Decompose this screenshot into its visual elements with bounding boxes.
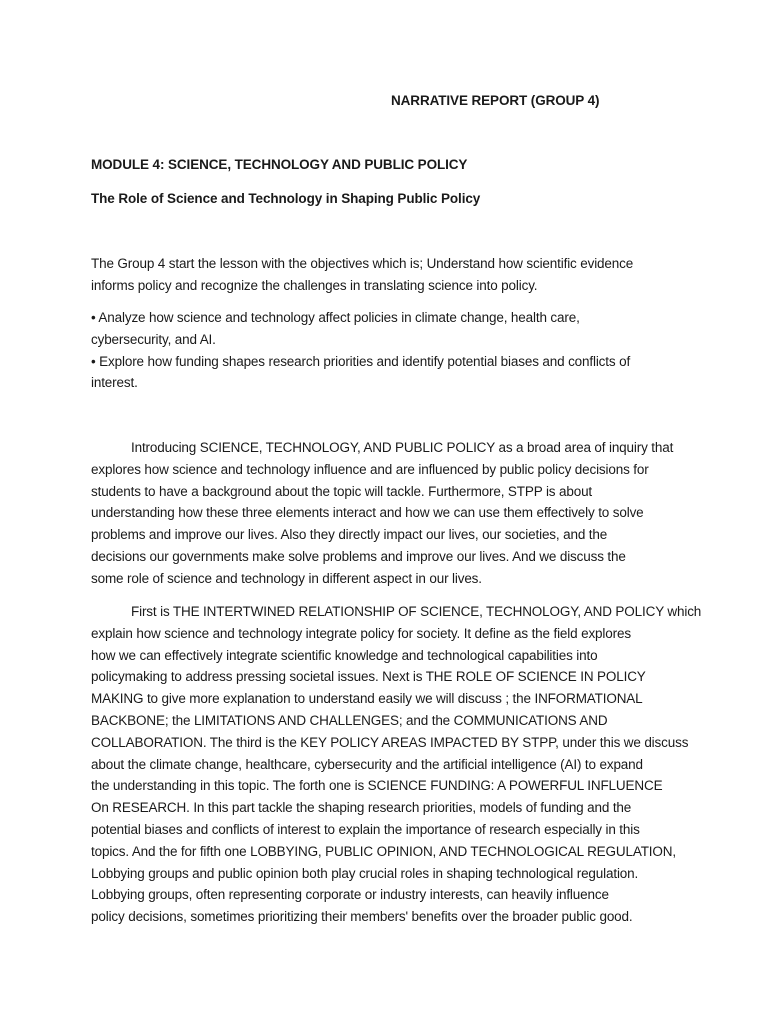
paragraph-line: COLLABORATION. The third is the KEY POLICY AREAS IMPACTED BY STPP, under this we discuss <box>91 734 689 750</box>
bullet-line: cybersecurity, and AI. <box>91 331 216 347</box>
paragraph-line: Introducing SCIENCE, TECHNOLOGY, AND PUBLIC POLICY as a broad area of inquiry that <box>131 440 674 455</box>
paragraph-line: On RESEARCH. In this part tackle the shaping research priorities, models of funding and the <box>91 800 632 816</box>
objectives-line: The Group 4 start the lesson with the objectives which is; Understand how scientific evidence <box>91 256 634 271</box>
topics-paragraph <box>91 601 702 928</box>
paragraph-line: potential biases and conflicts of interest to explain the importance of research especially in this <box>91 821 640 837</box>
paragraph-line: decisions our governments make solve problems and improve our lives. And we discuss the <box>91 548 626 564</box>
paragraph-line: about the climate change, healthcare, cybersecurity and the artificial intelligence (AI) to expand <box>91 756 643 772</box>
objectives-paragraph <box>91 253 691 297</box>
bullet-line: • Analyze how science and technology affect policies in climate change, health care, <box>91 310 580 325</box>
paragraph-line: the understanding in this topic. The forth one is SCIENCE FUNDING: A POWERFUL INFLUENCE <box>91 778 663 794</box>
paragraph-line: First is THE INTERTWINED RELATIONSHIP OF SCIENCE, TECHNOLOGY, AND POLICY which <box>131 604 702 619</box>
report-title: NARRATIVE REPORT (GROUP 4) <box>391 93 600 108</box>
paragraph-line: Lobbying groups and public opinion both play crucial roles in shaping technological regulation. <box>91 865 639 881</box>
bullet-line: • Explore how funding shapes research priorities and identify potential biases and conflicts of <box>91 353 631 369</box>
paragraph-line: BACKBONE; the LIMITATIONS AND CHALLENGES; and the COMMUNICATIONS AND <box>91 712 608 728</box>
paragraph-line: explain how science and technology integrate policy for society. It define as the field explores <box>91 625 631 641</box>
paragraph-line: topics. And the for fifth one LOBBYING, PUBLIC OPINION, AND TECHNOLOGICAL REGULATION, <box>91 843 676 859</box>
paragraph-line: students to have a background about the topic will tackle. Furthermore, STPP is about <box>91 483 593 499</box>
paragraph-line: explores how science and technology influence and are influenced by public policy decisions for <box>91 461 649 477</box>
paragraph-line: Lobbying groups, often representing corporate or industry interests, can heavily influence <box>91 887 609 903</box>
module-subtitle: The Role of Science and Technology in Shaping Public Policy <box>91 191 481 206</box>
paragraph-line: policy decisions, sometimes prioritizing their members' benefits over the broader public good. <box>91 909 633 925</box>
paragraph-line: how we can effectively integrate scientific knowledge and technological capabilities into <box>91 647 598 663</box>
objectives-line: informs policy and recognize the challenges in translating science into policy. <box>91 277 538 293</box>
paragraph-line: understanding how these three elements interact and how we can use them effectively to solve <box>91 505 644 521</box>
paragraph-line: some role of science and technology in different aspect in our lives. <box>91 570 482 586</box>
paragraph-line: MAKING to give more explanation to understand easily we will discuss ; the INFORMATIONAL <box>91 691 643 707</box>
paragraph-line: problems and improve our lives. Also they directly impact our lives, our societies, and the <box>91 527 608 543</box>
paragraph-line: policymaking to address pressing societal issues. Next is THE ROLE OF SCIENCE IN POLICY <box>91 669 646 685</box>
module-title: MODULE 4: SCIENCE, TECHNOLOGY AND PUBLIC POLICY <box>91 157 468 172</box>
objectives-bullet-list <box>91 307 691 394</box>
bullet-line: interest. <box>91 375 138 391</box>
intro-paragraph <box>91 437 691 590</box>
